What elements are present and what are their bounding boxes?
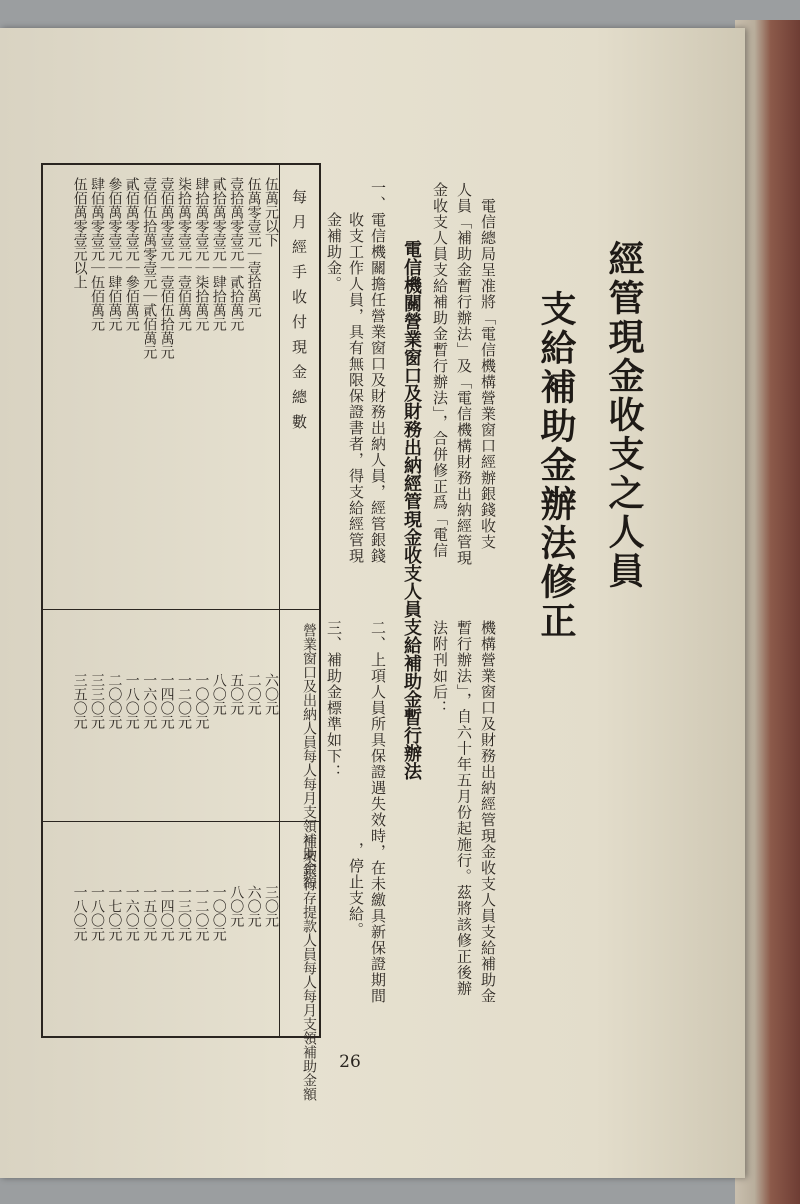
table-cell-counter: 二〇元 [245,673,262,715]
table-cell-total: 壹佰萬零壹元｜壹佰伍拾萬元 [158,177,175,359]
table-cell-counter: 一八〇元 [123,673,140,729]
table-cell-total: 伍萬元以下 [263,177,279,247]
table-cell-total: 壹佰伍拾萬零壹元｜貳佰萬元 [141,177,158,359]
page-title-line2: 支給補助金辦法修正 [535,290,576,641]
table-cell-bank: 六〇元 [245,885,262,927]
header-counter-staff: 營業窗口及出納人員每人每月支領補助金額 [301,623,317,889]
table-cell-bank: 一〇〇元 [210,885,227,941]
table-row-divider-2 [43,821,319,822]
table-cell-total: 柒拾萬零壹元｜壹佰萬元 [176,177,192,331]
table-cell-bank: 一二〇元 [193,885,210,941]
intro-line-1: 電信總局呈准將「電信機構營業窗口經辦銀錢收支 [479,198,497,550]
table-cell-counter: 二〇〇元 [106,673,123,729]
table-cell-counter: 三五〇元 [71,673,88,729]
table-cell-bank: 一三〇元 [176,885,192,941]
table-cell-bank: 一六〇元 [123,885,140,941]
header-monthly-total: 每月經手收付現金總數 [290,189,308,439]
header-bank-staff: 往來銀行存提款人員每人每月支領補助金額 [301,835,317,1101]
table-cell-total: 伍萬零壹元｜壹拾萬元 [245,177,262,317]
table-cell-total: 參佰萬零壹元｜肆佰萬元 [106,177,123,331]
table-cell-counter: 一六〇元 [141,673,158,729]
regulation-title: 電信機關營業窗口及財務出納經管現金收支人員支給補助金暫行辦法 [401,240,422,780]
table-cell-bank: 一八〇元 [71,885,88,941]
table-cell-bank: 一五〇元 [141,885,158,941]
page-number: 26 [339,1052,361,1072]
table-cell-bank: 一八〇元 [89,885,105,941]
table-cell-counter: 五〇元 [228,673,245,715]
table-cell-counter: 六〇元 [263,673,279,715]
article-1-line-3: 金補助金。 [325,212,343,292]
article-2-line-1: 二、上項人員所具保證遇失效時，在未繳具新保證期間 [369,620,387,1004]
intro-line-5: 暫行辦法」，自六十年五月份起施行。茲將該修正後辦 [455,620,473,997]
table-cell-counter: 一〇〇元 [193,673,210,729]
table-row-divider-1 [43,609,319,610]
table-cell-total: 貳拾萬零壹元｜肆拾萬元 [210,177,227,331]
intro-line-2: 人員「補助金暫行辦法」及「電信機構財務出納經管現 [455,182,473,566]
table-cell-total: 貳佰萬零壹元｜參佰萬元 [123,177,140,331]
article-1-line-2: 收支工作人員，具有無限保證書者，得支給經管現 [347,212,365,564]
intro-line-4: 機構營業窗口及財務出納經管現金收支人員支給補助金 [479,620,497,1004]
table-cell-counter: 一二〇元 [176,673,192,729]
intro-line-6: 法附刊如后： [431,620,449,716]
table-cell-bank: 八〇元 [228,885,245,927]
table-cell-total: 肆拾萬零壹元｜柒拾萬元 [193,177,210,331]
table-cell-bank: 三〇元 [263,885,279,927]
table-header-divider [279,165,280,1036]
table-cell-total: 伍佰萬零壹元以上 [71,177,88,289]
allowance-table [41,163,321,1101]
article-3: 三、補助金標準如下： [325,620,343,780]
article-2-line-2: ，停止支給。 [347,842,365,938]
article-1-line-1: 一、電信機關擔任營業窗口及財務出納人員，經管銀錢 [369,180,387,564]
table-cell-counter: 三三〇元 [89,673,105,729]
table-cell-bank: 一七〇元 [106,885,123,941]
table-cell-counter: 八〇元 [210,673,227,715]
table-cell-total: 壹拾萬零壹元｜貳拾萬元 [228,177,245,331]
page-title-line1: 經管現金收支之人員 [603,240,644,591]
table-cell-bank: 一四〇元 [158,885,175,941]
intro-line-3: 金收支人員支給補助金暫行辦法」，合併修正爲「電信 [431,182,449,559]
table-cell-counter: 一四〇元 [158,673,175,729]
table-cell-total: 肆佰萬零壹元｜伍佰萬元 [89,177,105,331]
